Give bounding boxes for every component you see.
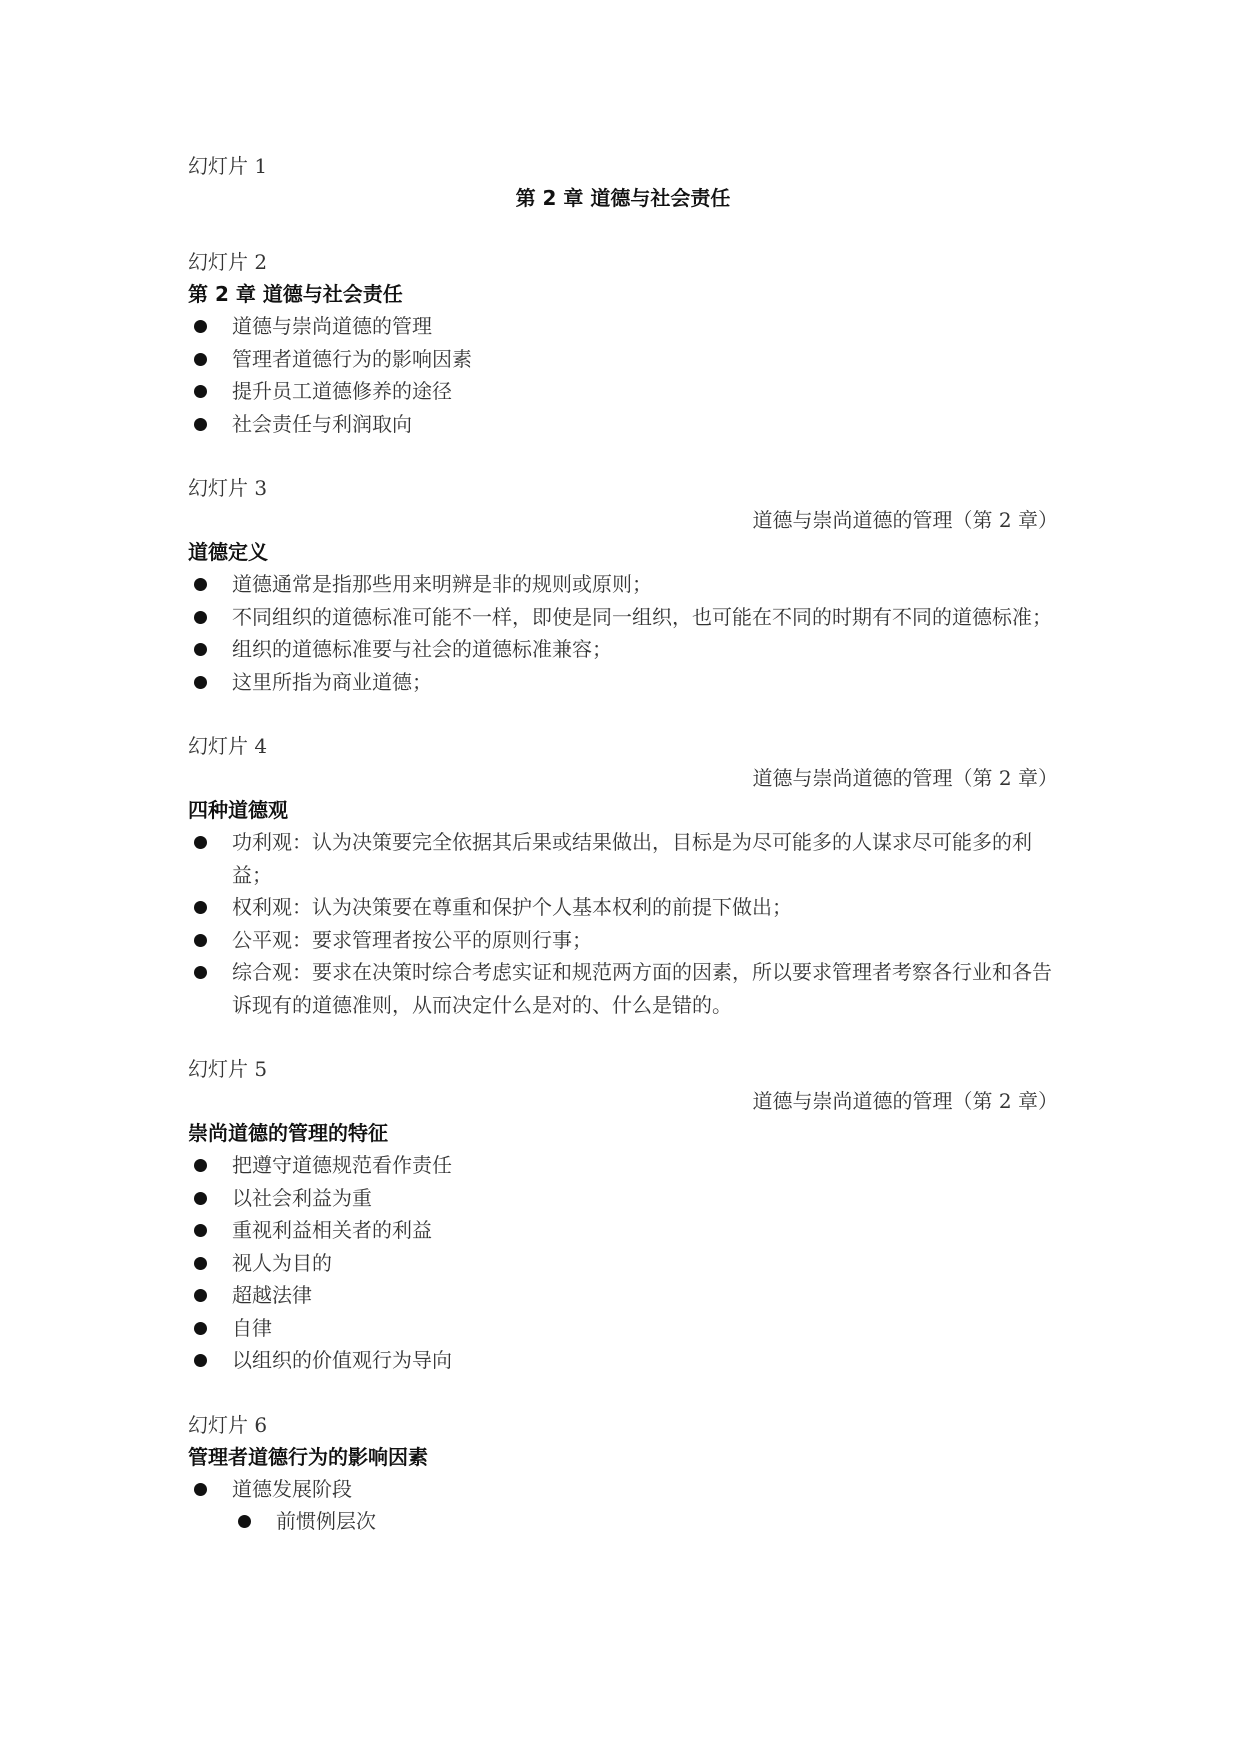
bullet-list [188,826,1058,1021]
list-item: 以组织的价值观行为导向 [188,1344,1058,1377]
bullet-list [188,1473,1058,1506]
bullet-icon [194,1224,207,1237]
list-item: 这里所指为商业道德； [188,666,1058,699]
bullet-icon [194,353,207,366]
slide-label: 幻灯片 5 [188,1057,268,1081]
bullet-icon [194,901,207,914]
list-item: 功利观：认为决策要完全依据其后果或结果做出，目标是为尽可能多的人谋求尽可能多的利益； [188,826,1058,891]
slide-label: 幻灯片 6 [188,1412,268,1437]
list-item: 权利观：认为决策要在尊重和保护个人基本权利的前提下做出； [188,891,1058,924]
slide-label: 幻灯片 1 [188,154,268,178]
sub-list-item: 前惯例层次 [188,1505,1058,1538]
list-item: 提升员工道德修养的途径 [188,375,1058,408]
slide-heading: 第 2 章 道德与社会责任 [188,282,403,306]
bullet-icon [194,1483,207,1496]
bullet-icon [238,1515,251,1528]
bullet-icon [194,320,207,333]
list-item: 道德与崇尚道德的管理 [188,310,1058,343]
list-item: 自律 [188,1312,1058,1345]
bullet-icon [194,578,207,591]
slide-label: 幻灯片 2 [188,250,268,274]
bullet-list [188,568,1058,698]
slide-2 [188,246,1058,440]
list-item: 管理者道德行为的影响因素 [188,343,1058,376]
list-item: 组织的道德标准要与社会的道德标准兼容； [188,633,1058,666]
bullet-icon [194,643,207,656]
list-item: 不同组织的道德标准可能不一样，即使是同一组织，也可能在不同的时期有不同的道德标准； [188,601,1058,634]
slide-heading: 崇尚道德的管理的特征 [188,1121,388,1145]
bullet-icon [194,611,207,624]
bullet-icon [194,1159,207,1172]
list-item: 社会责任与利润取向 [188,408,1058,441]
bullet-icon [194,1289,207,1302]
bullet-icon [194,418,207,431]
section-header: 道德与崇尚道德的管理（第 2 章） [752,766,1058,790]
bullet-list [188,1149,1058,1377]
chapter-title: 第 2 章 道德与社会责任 [515,186,731,210]
slide-3 [188,472,1058,698]
bullet-icon [194,836,207,849]
bullet-icon [194,1354,207,1367]
bullet-icon [194,934,207,947]
sub-bullet-list [188,1505,1058,1538]
list-item: 道德发展阶段 [188,1473,1058,1506]
bullet-icon [194,385,207,398]
list-item: 综合观：要求在决策时综合考虑实证和规范两方面的因素，所以要求管理者考察各行业和各告诉现有的道德准则，从而决定什么是对的、什么是错的。 [188,956,1058,1021]
list-item: 公平观：要求管理者按公平的原则行事； [188,924,1058,957]
document-body [188,150,1058,1570]
section-header: 道德与崇尚道德的管理（第 2 章） [752,1089,1058,1113]
slide-heading: 四种道德观 [188,798,288,822]
list-item: 以社会利益为重 [188,1182,1058,1215]
bullet-icon [194,1192,207,1205]
slide-heading: 管理者道德行为的影响因素 [188,1444,428,1469]
section-header: 道德与崇尚道德的管理（第 2 章） [752,508,1058,532]
slide-label: 幻灯片 4 [188,734,268,758]
slide-1 [188,150,1058,214]
slide-label: 幻灯片 3 [188,476,268,500]
slide-4 [188,730,1058,1021]
list-item: 道德通常是指那些用来明辨是非的规则或原则； [188,568,1058,601]
list-item: 重视利益相关者的利益 [188,1214,1058,1247]
bullet-icon [194,966,207,979]
slide-6 [188,1409,1058,1538]
list-item: 超越法律 [188,1279,1058,1312]
bullet-icon [194,1257,207,1270]
list-item: 视人为目的 [188,1247,1058,1280]
slide-5 [188,1053,1058,1377]
list-item: 把遵守道德规范看作责任 [188,1149,1058,1182]
bullet-icon [194,1322,207,1335]
bullet-list [188,310,1058,440]
bullet-icon [194,676,207,689]
slide-heading: 道德定义 [188,540,268,564]
